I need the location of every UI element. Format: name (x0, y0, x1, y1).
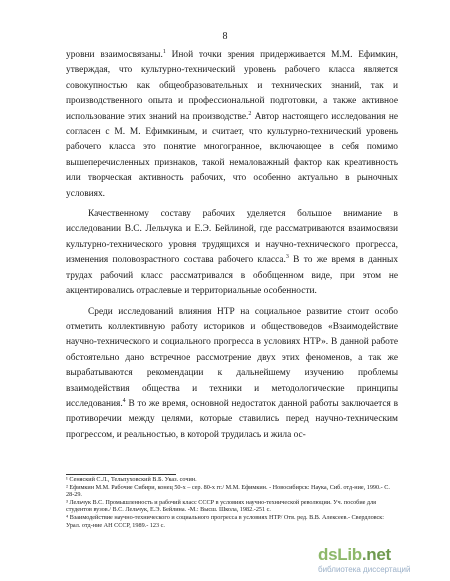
footnote: ³ Лельчук В.С. Промышленность и рабочий класс СССР в условиях научно-технической революции. Уч. пособие для студентов вузов./ В.С. Лельчук, Е.Э. Бейлина. -М.: Высш. Школа, 1982.-251 с. (66, 498, 377, 514)
footnote: ² Ефимкин М.М. Рабочие Сибири, конец 50-х – сер. 80-х гг./ М.М. Ефимкин. - Новосибирск: Наука, Сиб. отд-ние, 1990.- С. 28-29. (66, 483, 390, 499)
footnote: ⁴ Взаимодействие научно-технического и социального прогресса в условиях НТР/ Отв. ред. В.В. Алексеев.- Свердловск: Урал. отд-ние АН СССР, 1989.- 123 с. (66, 513, 385, 529)
page-number: 8 (222, 31, 228, 42)
footnotes (66, 476, 398, 529)
paragraph (66, 305, 398, 444)
paragraph-text: Иной точки зрения придерживается М.М. Ефимкин, утверждая, что культурно-технический уровень рабочего класса является совокупностью как общеобразовательных и технических знаний, так и производственного опыта и профессиональной подготовки, а также активное использование этих знаний на производстве. (66, 50, 398, 122)
paragraph (66, 48, 398, 202)
footnote-marker: 4 (122, 397, 126, 404)
paragraph-text: В то же время в данных трудах рабочий класс рассматривался в обобщенном виде, при этом не акцентировались отраслевые и территориальные особенности. (66, 255, 399, 297)
watermark-logo (318, 545, 446, 575)
footnote: ¹ Сеняский С.Л., Тельпуховский В.Б. Указ. сочин. (66, 476, 197, 483)
footnote-marker: 2 (248, 110, 252, 117)
paragraph-text: уровни взаимосвязаны. (66, 50, 163, 60)
body-text (66, 48, 398, 448)
watermark-logo-text: dsLib.net (318, 545, 391, 564)
footnote-marker: 3 (285, 254, 289, 261)
paragraph-text: В то же время, основной недостаток данной работы заключается в противоречии между целями, которые ставились перед научно-техническим прогрессом, и реальностью, в которой трудилась и жила ос- (66, 398, 398, 440)
paragraph-text: Автор настоящего исследования не согласен с М. М. Ефимкиным, и считает, что культурно-технический уровень рабочего класса это понятие многогранное, включающее в себя помимо вышеперечисленных признаков, такой немаловажный фактор как креативность или творческая активность рабочих, что особенно актуально в рыночных условиях. (66, 111, 398, 199)
footnote-separator (66, 474, 176, 475)
paragraph-text: Среди исследований влияния НТР на социальное развитие стоит особо отметить коллективную работу историков и обществоведов «Взаимодействие научно-технического и социального прогресса в условиях НТР». В данной работе обстоятельно дано встречное рассмотрение двух этих феноменов, а так же вырабатываются рекомендации к дальнейшему изучению проблемы взаимодействия общества и техники и методологические принципы исследования. (66, 306, 398, 409)
footnote-marker: 1 (162, 48, 166, 55)
watermark-subtitle: библиотека диссертаций (318, 565, 411, 574)
paragraph-text: Качественному составу рабочих уделяется большое внимание в исследовании В.С. Лельчука и Е.Э. Бейлиной, где рассматриваются взаимосвязи культурно-технического уровня трудящихся и научно-технического прогресса, изменения половозрастного состава рабочего класса. (66, 209, 398, 266)
paragraph (66, 207, 398, 299)
